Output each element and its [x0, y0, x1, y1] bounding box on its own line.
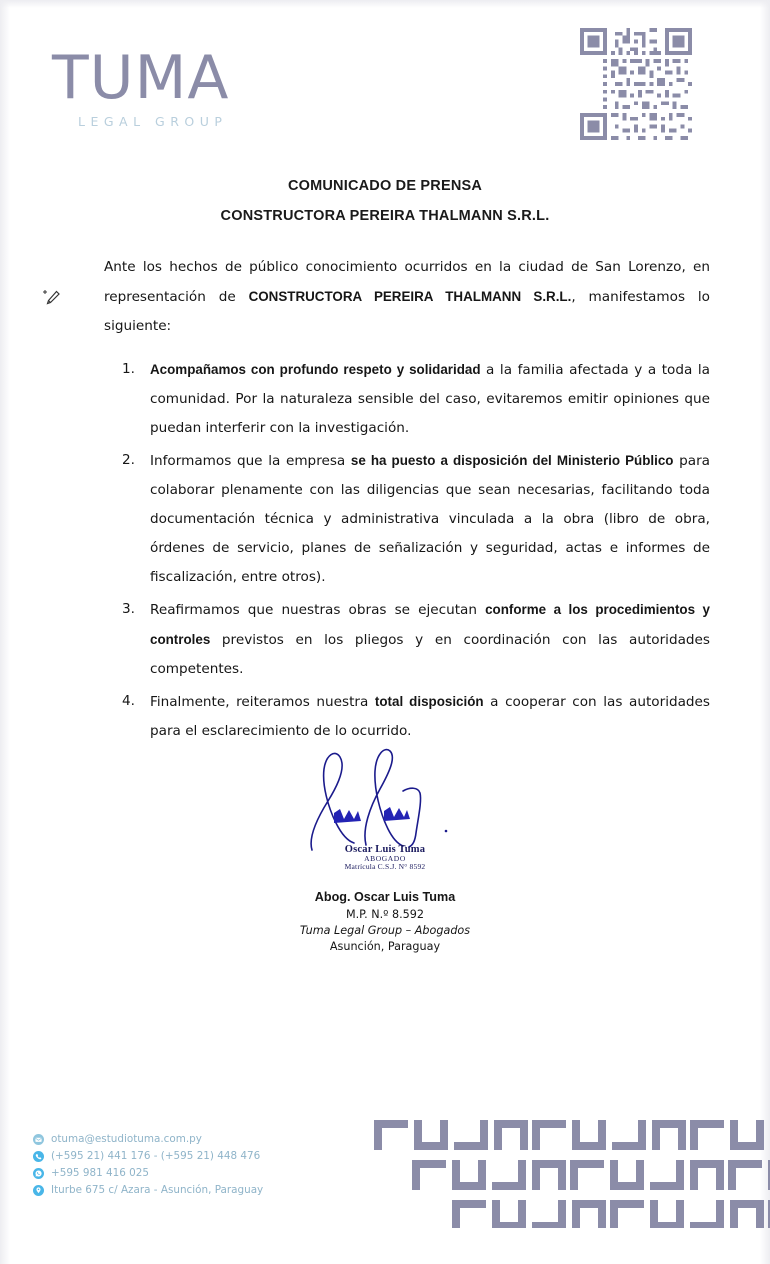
stamp-role: ABOGADO — [364, 854, 406, 864]
intro-part1: Ante los hechos de público conocimiento ocurridos en la ciudad de San Lorenzo, en representación de — [104, 259, 710, 305]
clause-1-rest: a la familia afectada y a toda la comunidad. Por la naturaleza sensible del caso, evitaremos emitir opiniones que puedan interferir con la investigación. — [150, 362, 710, 436]
clause-2-pre: Informamos que la empresa — [150, 453, 351, 469]
contact-address[interactable] — [33, 1182, 263, 1199]
clause-3-rest: previstos en los pliegos y en coordinación con las autoridades competentes. — [150, 632, 710, 677]
list-item — [150, 595, 710, 684]
document-title-block — [0, 178, 770, 224]
clause-3-bold: conforme a los procedimientos y controles — [150, 602, 710, 647]
clause-2-bold: se ha puesto a disposición del Ministerio Público — [350, 453, 674, 468]
signature-scrawl-icon — [270, 745, 500, 872]
contact-email[interactable] — [33, 1131, 263, 1148]
clause-4-pre: Finalmente, reiteramos nuestra — [150, 694, 375, 710]
intro-company-name: CONSTRUCTORA PEREIRA THALMANN S.R.L. — [248, 289, 572, 304]
email-icon — [33, 1134, 44, 1145]
intro-paragraph — [104, 253, 710, 341]
location-pin-icon — [33, 1185, 44, 1196]
contact-whatsapp[interactable] — [33, 1165, 263, 1182]
clause-2-rest: para colaborar plenamente con las diligencias que sean necesarias, facilitando toda documentación técnica y administrativa vinculada a la obra (libro de obra, órdenes de servicio, planes de señalización y seguridad, actas e informes de fiscalización, entre otros). — [150, 453, 711, 585]
intro-part2: , manifestamos lo siguiente: — [104, 289, 710, 334]
contact-phone-value: (+595 21) 441 176 - (+595 21) 448 476 — [51, 1150, 261, 1162]
qr-code-icon[interactable] — [580, 28, 692, 140]
signatory-name: Abog. Oscar Luis Tuma — [314, 890, 456, 904]
stamp-name: Oscar Luis Tuma — [344, 844, 426, 856]
letterhead — [0, 0, 770, 160]
whatsapp-icon — [33, 1168, 44, 1179]
tuma-logo — [52, 43, 282, 129]
clause-4-bold: total disposición — [374, 694, 484, 709]
clause-4-rest: a cooperar con las autoridades para el esclarecimiento de lo ocurrido. — [150, 694, 711, 739]
pen-edit-icon — [41, 286, 69, 314]
phone-icon — [33, 1151, 44, 1162]
signatory-license: M.P. N.º 8.592 — [345, 907, 425, 921]
footer — [0, 1104, 770, 1264]
contact-email-value: otuma@estudiotuma.com.py — [51, 1133, 202, 1145]
contact-whatsapp-value: +595 981 416 025 — [51, 1167, 149, 1179]
contact-address-value: Iturbe 675 c/ Azara - Asunción, Paraguay — [51, 1184, 264, 1196]
signatory-city: Asunción, Paraguay — [329, 939, 441, 953]
signatory-firm: Tuma Legal Group – Abogados — [299, 923, 471, 937]
clause-3-pre: Reafirmamos que nuestras obras se ejecutan — [150, 602, 486, 618]
signature-block — [0, 745, 770, 955]
document-body — [104, 253, 710, 749]
clause-1-bold: Acompañamos con profundo respeto y solidaridad — [150, 362, 481, 377]
list-item — [150, 687, 710, 746]
contact-list — [33, 1131, 263, 1199]
logo-wordmark: TUMA — [52, 43, 230, 113]
list-item — [150, 355, 710, 443]
page-title: COMUNICADO DE PRENSA — [287, 178, 483, 194]
page-subtitle: CONSTRUCTORA PEREIRA THALMANN S.R.L. — [220, 208, 550, 224]
clause-list — [104, 355, 710, 746]
logo-tagline: LEGAL GROUP — [78, 114, 228, 129]
signatory-details — [0, 889, 770, 955]
stamp-registration: Matrícula C.S.J. N° 8592 — [344, 862, 426, 872]
tuma-letterform-pattern-icon — [360, 1110, 770, 1228]
list-item — [150, 446, 710, 592]
signature-stamp — [270, 844, 500, 871]
contact-phone[interactable] — [33, 1148, 263, 1165]
